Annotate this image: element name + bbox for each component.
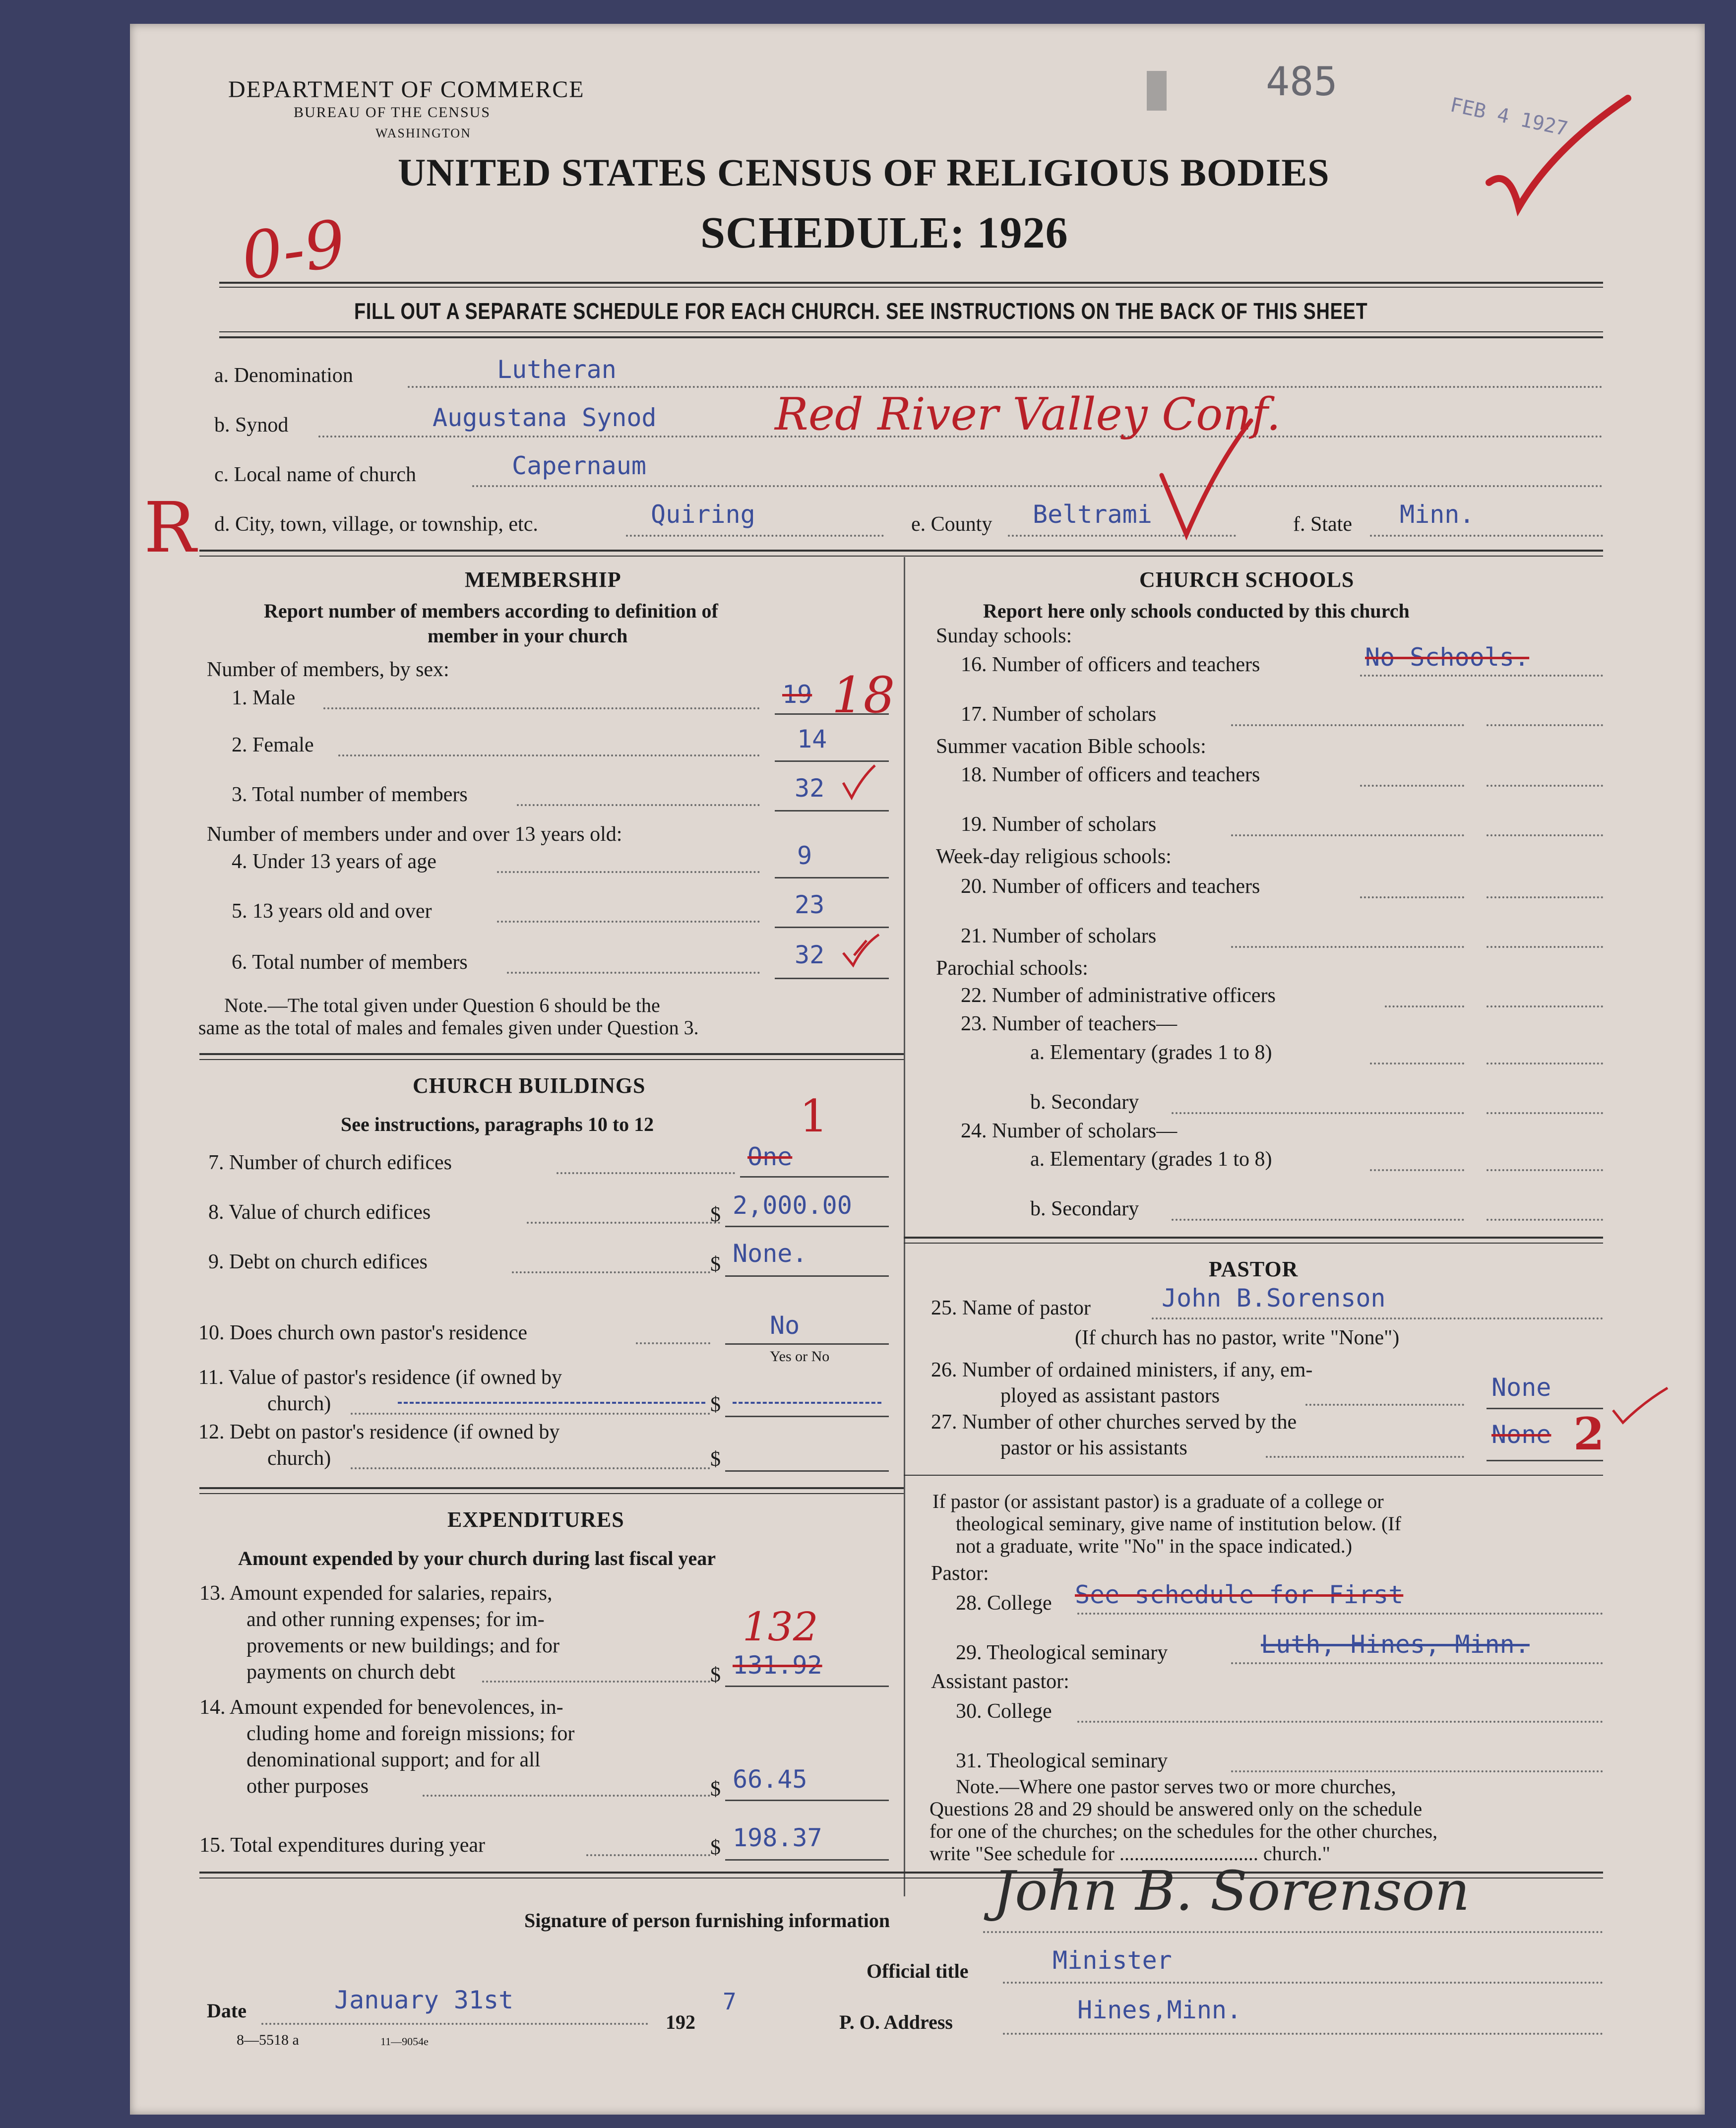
q5-over13-label: 5. 13 years old and over <box>232 900 432 923</box>
q14-value: 66.45 <box>733 1765 807 1794</box>
q23a-label: a. Elementary (grades 1 to 8) <box>1030 1041 1272 1064</box>
q7-edifices-typed-value: One <box>747 1142 793 1171</box>
city-label: d. City, town, village, or township, etc. <box>214 513 538 536</box>
graduate-instructions-1: If pastor (or assistant pastor) is a graduate of a college or <box>932 1490 1384 1512</box>
q1-male-typed-value: 19 <box>782 680 812 709</box>
expenditures-heading: EXPENDITURES <box>447 1507 624 1532</box>
membership-intro-1: Report number of members according to definition of <box>264 600 718 622</box>
stamp-mark <box>1147 71 1167 111</box>
q6-total-label: 6. Total number of members <box>232 951 468 974</box>
date-value: January 31st <box>334 1986 514 2014</box>
weekday-schools-label: Week-day religious schools: <box>936 845 1172 868</box>
q9-debt-label: 9. Debt on church edifices <box>208 1251 428 1273</box>
q16-label: 16. Number of officers and teachers <box>961 653 1260 676</box>
q23b-label: b. Secondary <box>1030 1091 1139 1114</box>
q14-label-2: cluding home and foreign missions; for <box>247 1722 575 1745</box>
q2-female-value: 14 <box>797 725 827 753</box>
stamp-number: 485 <box>1266 59 1338 105</box>
print-number: 11—9054e <box>380 2035 429 2048</box>
q14-dollar-sign: $ <box>710 1778 721 1801</box>
q9-dollar-sign: $ <box>710 1253 721 1276</box>
city-value: Quiring <box>651 500 755 529</box>
q29-seminary-value: Luth, Hines, Minn. <box>1261 1630 1530 1659</box>
parochial-schools-label: Parochial schools: <box>936 957 1088 980</box>
q15-total-label: 15. Total expenditures during year <box>199 1834 485 1857</box>
q14-label-1: 14. Amount expended for benevolences, in- <box>199 1696 563 1719</box>
q30-college-label: 30. College <box>956 1700 1052 1723</box>
q12-label-1: 12. Debt on pastor's residence (if owned by <box>198 1421 560 1443</box>
denomination-value: Lutheran <box>497 355 617 384</box>
q4-under13-label: 4. Under 13 years of age <box>232 850 436 873</box>
graduate-instructions-3: not a graduate, write "No" in the space indicated.) <box>956 1535 1353 1557</box>
q13-handwritten-value: 132 <box>743 1604 818 1650</box>
denomination-label: a. Denomination <box>214 364 353 387</box>
q8-value-amount: 2,000.00 <box>733 1191 852 1220</box>
census-schedule-sheet <box>130 24 1705 2115</box>
q12-label-2: church) <box>267 1447 331 1470</box>
q9-debt-value: None. <box>733 1239 807 1268</box>
q24b-label: b. Secondary <box>1030 1197 1139 1220</box>
state-label: f. State <box>1293 513 1352 536</box>
q10-residence-value: No <box>770 1311 800 1340</box>
q14-label-4: other purposes <box>247 1775 369 1798</box>
q13-label-1: 13. Amount expended for salaries, repairs, <box>199 1582 553 1605</box>
q14-label-3: denominational support; and for all <box>247 1749 541 1771</box>
form-number: 8—5518 a <box>237 2032 299 2048</box>
q6-total-value: 32 <box>795 940 825 969</box>
sunday-schools-label: Sunday schools: <box>936 625 1072 647</box>
year-prefix: 192 <box>666 2011 695 2033</box>
q27-handwritten-value: 2 <box>1573 1408 1605 1460</box>
pastor-note-4: write "See schedule for ............................ church." <box>930 1842 1331 1865</box>
city-heading: WASHINGTON <box>375 126 471 140</box>
po-address-label: P. O. Address <box>839 2011 953 2033</box>
q27-label-2: pastor or his assistants <box>1000 1437 1187 1459</box>
membership-intro-2: member in your church <box>428 625 628 647</box>
q12-dollar-sign: $ <box>710 1448 721 1471</box>
church-name-value: Capernaum <box>512 451 646 480</box>
q26-label-1: 26. Number of ordained ministers, if any, em- <box>931 1359 1313 1381</box>
official-title-label: Official title <box>867 1960 969 1982</box>
handwritten-r-mark: R <box>144 488 196 568</box>
expenditures-intro: Amount expended by your church during last fiscal year <box>238 1547 716 1569</box>
q27-typed-value: None <box>1491 1420 1551 1449</box>
synod-value: Augustana Synod <box>433 403 657 432</box>
q26-label-2: ployed as assistant pastors <box>1000 1384 1220 1407</box>
pastor-note-1: Note.—Where one pastor serves two or more churches, <box>956 1775 1396 1798</box>
q13-label-4: payments on church debt <box>247 1661 456 1684</box>
q24-label: 24. Number of scholars— <box>961 1120 1178 1142</box>
q8-value-label: 8. Value of church edifices <box>208 1201 431 1224</box>
q13-label-3: provements or new buildings; and for <box>247 1634 560 1657</box>
q17-label: 17. Number of scholars <box>961 703 1157 726</box>
handwritten-code: 0-9 <box>237 205 350 295</box>
q11-amount-dashes <box>733 1402 881 1404</box>
q31-seminary-label: 31. Theological seminary <box>956 1750 1168 1772</box>
q19-label: 19. Number of scholars <box>961 813 1157 836</box>
signature-label: Signature of person furnishing information <box>524 1909 890 1932</box>
state-value: Minn. <box>1400 500 1475 529</box>
red-check-mark-icon <box>1479 88 1638 217</box>
bureau-heading: BUREAU OF THE CENSUS <box>294 104 491 121</box>
q28-college-label: 28. College <box>956 1592 1052 1615</box>
q25-label: 25. Name of pastor <box>931 1297 1091 1319</box>
pastor-note-2: Questions 28 and 29 should be answered only on the schedule <box>930 1798 1423 1820</box>
q6-check-mark-icon <box>839 931 884 970</box>
q15-dollar-sign: $ <box>710 1836 721 1859</box>
q13-dollar-sign: $ <box>710 1664 721 1687</box>
county-value: Beltrami <box>1033 500 1152 529</box>
church-buildings-heading: CHURCH BUILDINGS <box>413 1073 646 1098</box>
q11-label-1: 11. Value of pastor's residence (if owned by <box>198 1366 562 1389</box>
schools-intro: Report here only schools conducted by this church <box>983 600 1410 622</box>
q28-college-value: See schedule for First <box>1075 1580 1404 1609</box>
department-heading: DEPARTMENT OF COMMERCE <box>228 76 585 103</box>
q4-under13-value: 9 <box>797 841 812 870</box>
membership-heading: MEMBERSHIP <box>465 567 621 592</box>
church-schools-heading: CHURCH SCHOOLS <box>1139 567 1355 592</box>
q25-hint: (If church has no pastor, write "None") <box>1075 1326 1400 1349</box>
pastor-heading: PASTOR <box>1209 1257 1299 1281</box>
q7-edifices-label: 7. Number of church edifices <box>208 1151 452 1174</box>
pastor-note-3: for one of the churches; on the schedules for the other churches, <box>930 1820 1438 1842</box>
membership-note-2: same as the total of males and females given under Question 3. <box>198 1016 699 1039</box>
q26-value: None <box>1491 1373 1551 1402</box>
q18-label: 18. Number of officers and teachers <box>961 763 1260 786</box>
date-label: Date <box>207 2000 247 2022</box>
official-title-value: Minister <box>1053 1946 1172 1975</box>
synod-label: b. Synod <box>214 414 289 437</box>
q11-typed-dashes <box>398 1402 705 1404</box>
q2-female-label: 2. Female <box>232 734 314 756</box>
q13-label-2: and other running expenses; for im- <box>247 1608 545 1631</box>
q29-seminary-label: 29. Theological seminary <box>956 1641 1168 1664</box>
q10-residence-label: 10. Does church own pastor's residence <box>198 1321 528 1344</box>
q22-label: 22. Number of administrative officers <box>961 984 1276 1007</box>
q7-handwritten-value: 1 <box>800 1090 828 1142</box>
buildings-intro: See instructions, paragraphs 10 to 12 <box>341 1113 654 1135</box>
synod-handwritten-conference: Red River Valley Conf. <box>775 388 1281 440</box>
form-title: UNITED STATES CENSUS OF RELIGIOUS BODIES <box>398 151 1330 194</box>
q16-value: No Schools. <box>1365 643 1530 672</box>
q15-total-value: 198.37 <box>733 1823 822 1852</box>
q24a-label: a. Elementary (grades 1 to 8) <box>1030 1148 1272 1171</box>
q13-typed-value: 131.92 <box>733 1651 822 1680</box>
membership-note-1: Note.—The total given under Question 6 should be the <box>224 994 660 1016</box>
q1-male-label: 1. Male <box>232 687 296 709</box>
q3-total-label: 3. Total number of members <box>232 783 468 806</box>
church-name-label: c. Local name of church <box>214 463 416 486</box>
q5-over13-value: 23 <box>795 890 825 919</box>
q27-label-1: 27. Number of other churches served by the <box>931 1411 1297 1434</box>
q20-label: 20. Number of officers and teachers <box>961 875 1260 898</box>
county-check-mark-icon <box>1152 416 1261 545</box>
q3-check-mark-icon <box>839 763 879 803</box>
q26-check-mark-icon <box>1608 1383 1673 1428</box>
q1-male-handwritten-value: 18 <box>832 666 895 724</box>
graduate-instructions-2: theological seminary, give name of institution below. (If <box>956 1512 1401 1535</box>
assistant-pastor-subheading: Assistant pastor: <box>931 1670 1069 1693</box>
form-subtitle: SCHEDULE: 1926 <box>700 208 1068 257</box>
po-address-value: Hines,Minn. <box>1077 1996 1242 2024</box>
q3-total-value: 32 <box>795 774 825 803</box>
q11-label-2: church) <box>267 1392 331 1415</box>
q21-label: 21. Number of scholars <box>961 925 1157 947</box>
q10-yes-no-hint: Yes or No <box>770 1348 830 1365</box>
members-by-age-label: Number of members under and over 13 years old: <box>207 823 622 846</box>
county-label: e. County <box>911 513 992 536</box>
year-digit-value: 7 <box>723 1988 737 2015</box>
received-date-stamp: FEB 4 1927 <box>1448 93 1570 141</box>
signature: John B. Sorenson <box>993 1859 1470 1923</box>
instructions-banner: FILL OUT A SEPARATE SCHEDULE FOR EACH CHURCH. SEE INSTRUCTIONS ON THE BACK OF THIS SHEET <box>354 298 1368 324</box>
pastor-subheading: Pastor: <box>931 1562 989 1585</box>
members-by-sex-label: Number of members, by sex: <box>207 658 449 681</box>
pastor-name-value: John B.Sorenson <box>1162 1284 1386 1313</box>
q23-label: 23. Number of teachers— <box>961 1012 1178 1035</box>
q11-dollar-sign: $ <box>710 1393 721 1416</box>
q8-dollar-sign: $ <box>710 1203 721 1226</box>
summer-schools-label: Summer vacation Bible schools: <box>936 735 1206 758</box>
